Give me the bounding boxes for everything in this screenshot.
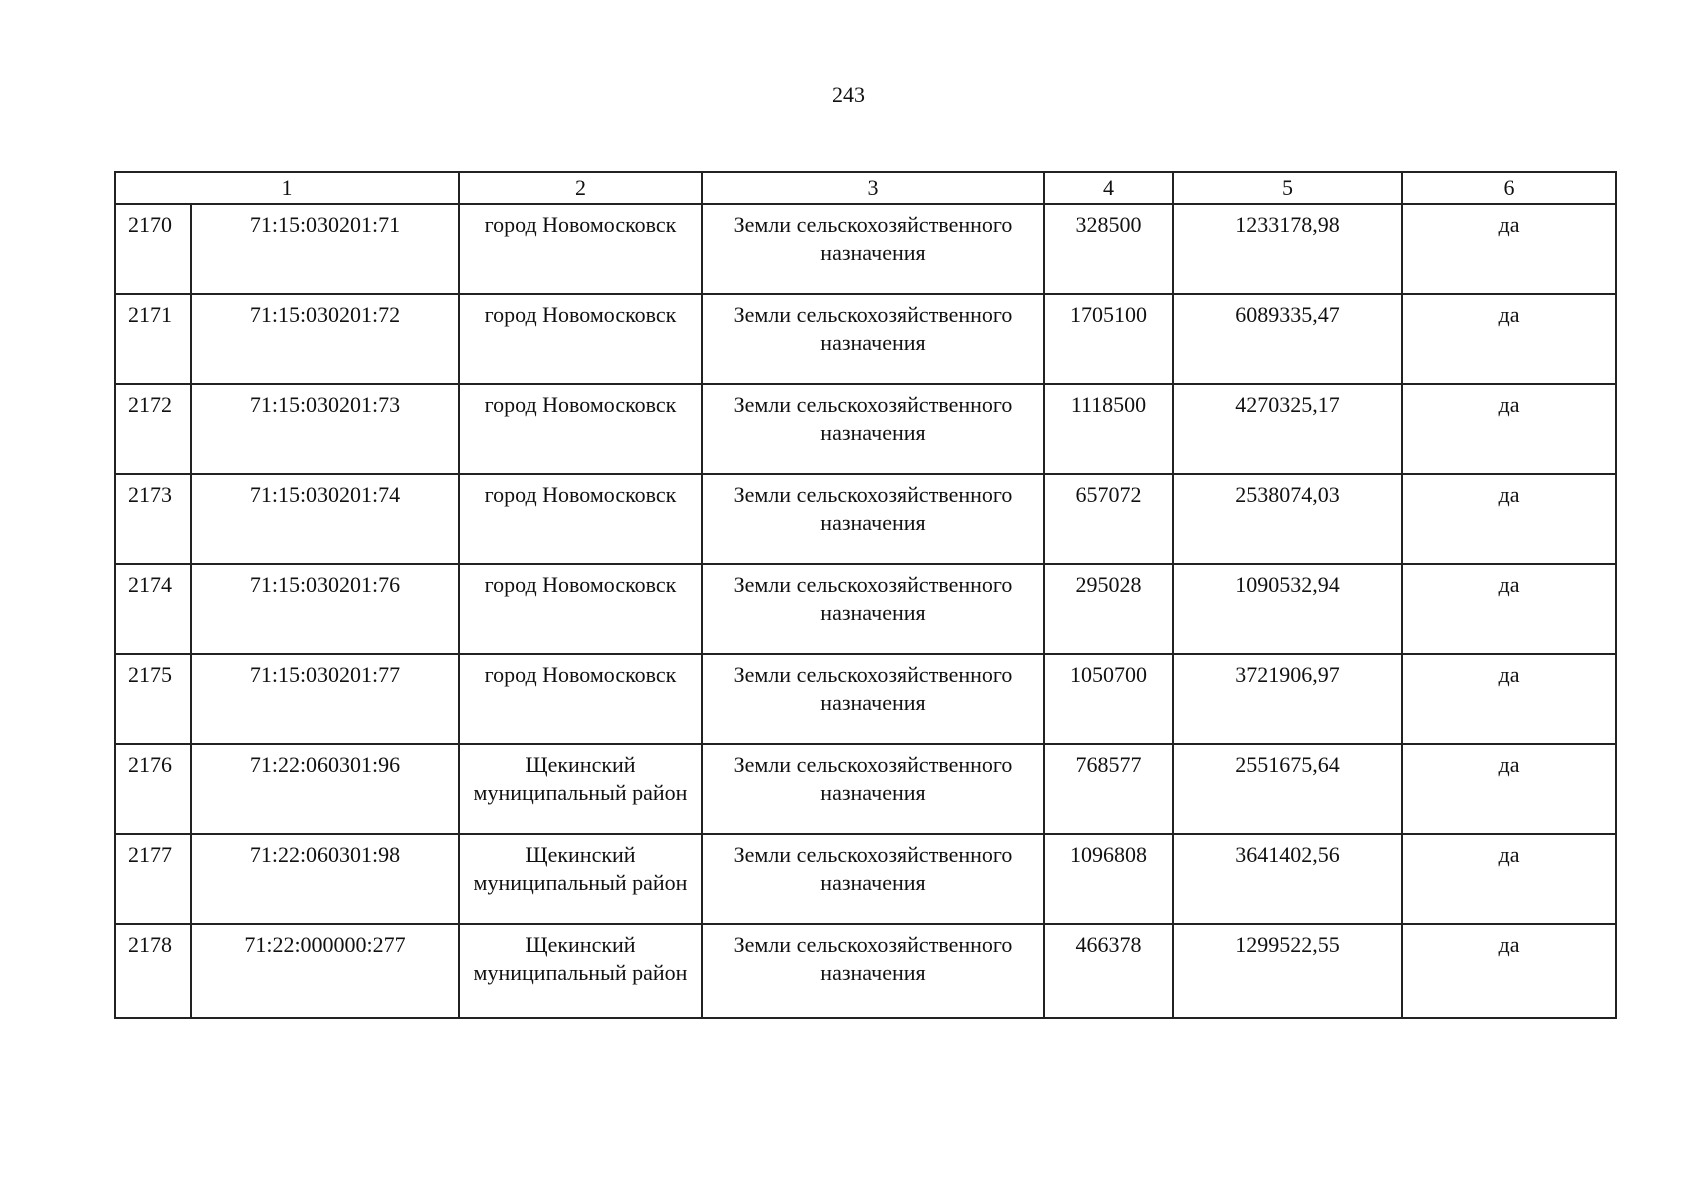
cadastral-value-cell: 1233178,98 — [1173, 204, 1402, 294]
cadastral-value-cell: 3641402,56 — [1173, 834, 1402, 924]
cadastral-number-cell: 71:15:030201:76 — [191, 564, 459, 654]
row-number-cell: 2173 — [115, 474, 191, 564]
table-row — [115, 384, 1616, 474]
row-number-cell: 2171 — [115, 294, 191, 384]
location-cell: город Новомосковск — [459, 564, 702, 654]
land-category-cell: Земли сельскохозяйственного назначения — [702, 654, 1044, 744]
cadastral-value-cell: 6089335,47 — [1173, 294, 1402, 384]
cadastral-number-cell: 71:22:060301:98 — [191, 834, 459, 924]
row-number-cell: 2174 — [115, 564, 191, 654]
table-row — [115, 564, 1616, 654]
cadastral-number-cell: 71:15:030201:73 — [191, 384, 459, 474]
column-number-header-row — [115, 172, 1616, 204]
header-cell: 1 — [115, 172, 459, 204]
flag-cell: да — [1402, 204, 1616, 294]
flag-cell: да — [1402, 564, 1616, 654]
table-row — [115, 834, 1616, 924]
row-number-cell: 2177 — [115, 834, 191, 924]
land-plots-table — [114, 171, 1617, 1019]
cadastral-number-cell: 71:15:030201:77 — [191, 654, 459, 744]
table-row — [115, 204, 1616, 294]
location-cell: Щекинский муниципальный район — [459, 924, 702, 1018]
area-cell: 295028 — [1044, 564, 1173, 654]
header-cell: 6 — [1402, 172, 1616, 204]
land-category-cell: Земли сельскохозяйственного назначения — [702, 564, 1044, 654]
cadastral-value-cell: 2551675,64 — [1173, 744, 1402, 834]
table-row — [115, 474, 1616, 564]
land-category-cell: Земли сельскохозяйственного назначения — [702, 294, 1044, 384]
cadastral-number-cell: 71:22:060301:96 — [191, 744, 459, 834]
area-cell: 1050700 — [1044, 654, 1173, 744]
cadastral-value-cell: 4270325,17 — [1173, 384, 1402, 474]
land-category-cell: Земли сельскохозяйственного назначения — [702, 744, 1044, 834]
location-cell: город Новомосковск — [459, 294, 702, 384]
area-cell: 1096808 — [1044, 834, 1173, 924]
flag-cell: да — [1402, 744, 1616, 834]
row-number-cell: 2178 — [115, 924, 191, 1018]
flag-cell: да — [1402, 834, 1616, 924]
location-cell: город Новомосковск — [459, 654, 702, 744]
cadastral-value-cell: 1299522,55 — [1173, 924, 1402, 1018]
cadastral-value-cell: 2538074,03 — [1173, 474, 1402, 564]
header-cell: 5 — [1173, 172, 1402, 204]
cadastral-number-cell: 71:15:030201:74 — [191, 474, 459, 564]
cadastral-value-cell: 3721906,97 — [1173, 654, 1402, 744]
land-category-cell: Земли сельскохозяйственного назначения — [702, 204, 1044, 294]
table-row — [115, 294, 1616, 384]
area-cell: 1118500 — [1044, 384, 1173, 474]
flag-cell: да — [1402, 294, 1616, 384]
header-cell: 3 — [702, 172, 1044, 204]
land-category-cell: Земли сельскохозяйственного назначения — [702, 384, 1044, 474]
cadastral-number-cell: 71:15:030201:72 — [191, 294, 459, 384]
flag-cell: да — [1402, 924, 1616, 1018]
flag-cell: да — [1402, 654, 1616, 744]
row-number-cell: 2175 — [115, 654, 191, 744]
land-category-cell: Земли сельскохозяйственного назначения — [702, 834, 1044, 924]
row-number-cell: 2176 — [115, 744, 191, 834]
cadastral-value-cell: 1090532,94 — [1173, 564, 1402, 654]
flag-cell: да — [1402, 474, 1616, 564]
cadastral-number-cell: 71:22:000000:277 — [191, 924, 459, 1018]
flag-cell: да — [1402, 384, 1616, 474]
table-row — [115, 744, 1616, 834]
area-cell: 1705100 — [1044, 294, 1173, 384]
location-cell: город Новомосковск — [459, 474, 702, 564]
header-cell: 4 — [1044, 172, 1173, 204]
location-cell: город Новомосковск — [459, 384, 702, 474]
location-cell: Щекинский муниципальный район — [459, 834, 702, 924]
header-cell: 2 — [459, 172, 702, 204]
page-number: 243 — [832, 82, 865, 107]
area-cell: 328500 — [1044, 204, 1173, 294]
area-cell: 768577 — [1044, 744, 1173, 834]
area-cell: 657072 — [1044, 474, 1173, 564]
location-cell: Щекинский муниципальный район — [459, 744, 702, 834]
area-cell: 466378 — [1044, 924, 1173, 1018]
land-category-cell: Земли сельскохозяйственного назначения — [702, 924, 1044, 1018]
land-category-cell: Земли сельскохозяйственного назначения — [702, 474, 1044, 564]
table-row — [115, 654, 1616, 744]
row-number-cell: 2172 — [115, 384, 191, 474]
table-row — [115, 924, 1616, 1018]
cadastral-number-cell: 71:15:030201:71 — [191, 204, 459, 294]
location-cell: город Новомосковск — [459, 204, 702, 294]
row-number-cell: 2170 — [115, 204, 191, 294]
